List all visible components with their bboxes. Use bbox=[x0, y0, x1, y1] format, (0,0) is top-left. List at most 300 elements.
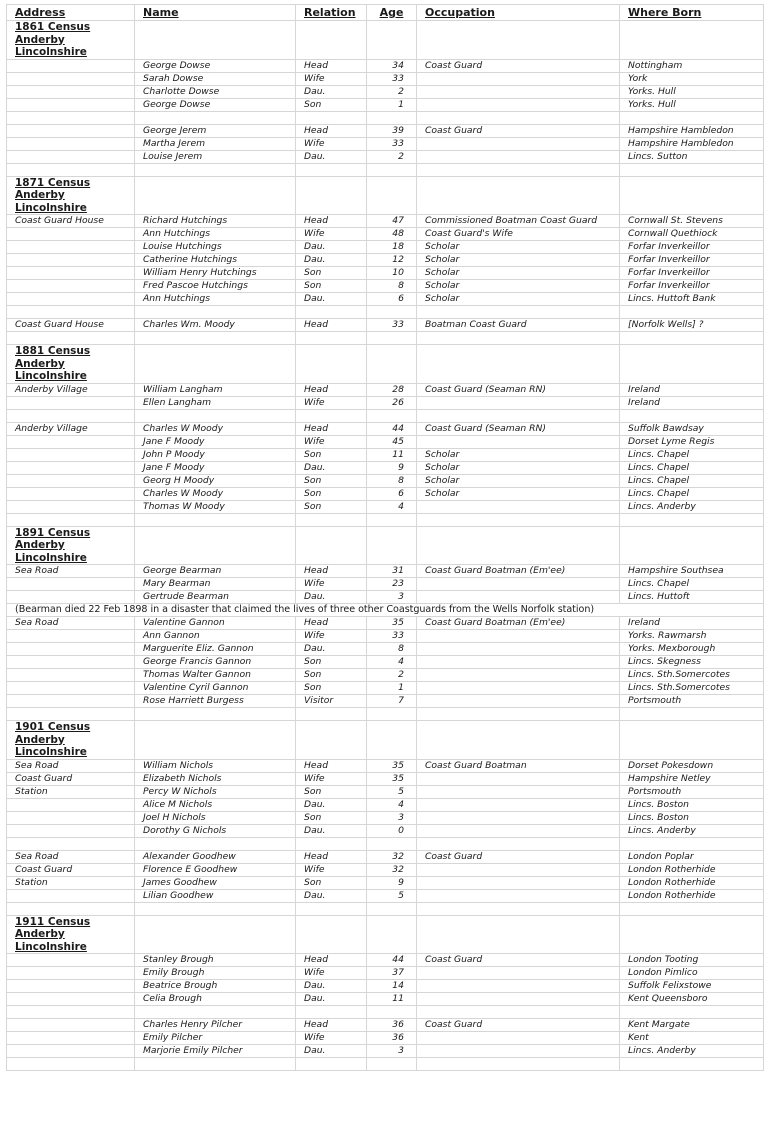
age-cell: 6 bbox=[367, 293, 417, 306]
age-cell: 35 bbox=[367, 759, 417, 772]
relation-cell: Head bbox=[296, 319, 367, 332]
name-cell: Ann Hutchings bbox=[135, 228, 296, 241]
empty-cell bbox=[296, 111, 367, 124]
address-cell bbox=[7, 98, 135, 111]
age-cell: 10 bbox=[367, 267, 417, 280]
name-cell: Charles Wm. Moody bbox=[135, 319, 296, 332]
occupation-cell bbox=[417, 824, 620, 837]
table-row bbox=[7, 1019, 764, 1032]
census-title bbox=[7, 176, 135, 215]
occupation-cell bbox=[417, 656, 620, 669]
occupation-cell bbox=[417, 396, 620, 409]
empty-cell bbox=[296, 306, 367, 319]
name-cell: Stanley Brough bbox=[135, 954, 296, 967]
occupation-cell: Scholar bbox=[417, 474, 620, 487]
relation-cell: Wife bbox=[296, 578, 367, 591]
occupation-cell bbox=[417, 980, 620, 993]
relation-cell: Dau. bbox=[296, 993, 367, 1006]
empty-cell bbox=[417, 1006, 620, 1019]
table-row bbox=[7, 772, 764, 785]
table-row bbox=[7, 889, 764, 902]
age-cell: 28 bbox=[367, 383, 417, 396]
relation-cell: Head bbox=[296, 215, 367, 228]
table-row bbox=[7, 150, 764, 163]
empty-cell bbox=[367, 176, 417, 215]
occupation-cell: Scholar bbox=[417, 448, 620, 461]
census-title-line: 1871 Census bbox=[15, 176, 91, 189]
occupation-cell: Scholar bbox=[417, 461, 620, 474]
name-cell: Emily Brough bbox=[135, 967, 296, 980]
empty-cell bbox=[620, 332, 764, 345]
address-cell bbox=[7, 1032, 135, 1045]
age-cell: 8 bbox=[367, 474, 417, 487]
address-cell: Coast Guard House bbox=[7, 215, 135, 228]
occupation-cell bbox=[417, 578, 620, 591]
occupation-cell: Coast Guard bbox=[417, 954, 620, 967]
relation-cell: Son bbox=[296, 785, 367, 798]
empty-cell bbox=[620, 513, 764, 526]
census-title-line: Lincolnshire bbox=[15, 940, 87, 953]
occupation-cell: Coast Guard (Seaman RN) bbox=[417, 422, 620, 435]
empty-cell bbox=[620, 708, 764, 721]
empty-cell bbox=[620, 915, 764, 954]
address-cell bbox=[7, 630, 135, 643]
age-cell: 3 bbox=[367, 1045, 417, 1058]
address-cell: Coast Guard bbox=[7, 772, 135, 785]
empty-cell bbox=[7, 409, 135, 422]
relation-cell: Wife bbox=[296, 396, 367, 409]
empty-cell bbox=[367, 332, 417, 345]
age-cell: 2 bbox=[367, 150, 417, 163]
empty-cell bbox=[417, 708, 620, 721]
occupation-cell bbox=[417, 72, 620, 85]
occupation-cell bbox=[417, 772, 620, 785]
address-cell: Coast Guard House bbox=[7, 319, 135, 332]
relation-cell: Dau. bbox=[296, 591, 367, 604]
empty-cell bbox=[135, 163, 296, 176]
relation-cell: Dau. bbox=[296, 798, 367, 811]
table-row bbox=[7, 643, 764, 656]
address-cell bbox=[7, 396, 135, 409]
empty-cell bbox=[620, 837, 764, 850]
empty-cell bbox=[367, 837, 417, 850]
age-cell: 9 bbox=[367, 461, 417, 474]
name-cell: Martha Jerem bbox=[135, 137, 296, 150]
age-cell: 39 bbox=[367, 124, 417, 137]
address-cell bbox=[7, 591, 135, 604]
name-cell: Alexander Goodhew bbox=[135, 850, 296, 863]
relation-cell: Dau. bbox=[296, 824, 367, 837]
table-row bbox=[7, 461, 764, 474]
empty-cell bbox=[620, 1058, 764, 1071]
where-born-cell: Lincs. Boston bbox=[620, 811, 764, 824]
where-born-cell: Lincs. Skegness bbox=[620, 656, 764, 669]
empty-cell bbox=[296, 345, 367, 384]
address-cell bbox=[7, 980, 135, 993]
address-cell bbox=[7, 293, 135, 306]
name-cell: Celia Brough bbox=[135, 993, 296, 1006]
relation-cell: Visitor bbox=[296, 695, 367, 708]
blank-row bbox=[7, 306, 764, 319]
address-cell bbox=[7, 578, 135, 591]
relation-cell: Dau. bbox=[296, 293, 367, 306]
occupation-cell: Coast Guard (Seaman RN) bbox=[417, 383, 620, 396]
relation-cell: Dau. bbox=[296, 980, 367, 993]
header-where-born: Where Born bbox=[620, 5, 764, 21]
name-cell: Valentine Gannon bbox=[135, 617, 296, 630]
occupation-cell: Commissioned Boatman Coast Guard bbox=[417, 215, 620, 228]
relation-cell: Son bbox=[296, 876, 367, 889]
age-cell: 32 bbox=[367, 850, 417, 863]
address-cell bbox=[7, 461, 135, 474]
blank-row bbox=[7, 163, 764, 176]
table-row bbox=[7, 59, 764, 72]
relation-cell: Wife bbox=[296, 772, 367, 785]
relation-cell: Dau. bbox=[296, 150, 367, 163]
empty-cell bbox=[417, 345, 620, 384]
where-born-cell: Ireland bbox=[620, 383, 764, 396]
empty-cell bbox=[135, 306, 296, 319]
occupation-cell bbox=[417, 500, 620, 513]
occupation-cell bbox=[417, 682, 620, 695]
where-born-cell: Forfar Inverkeillor bbox=[620, 280, 764, 293]
age-cell: 5 bbox=[367, 889, 417, 902]
census-header-row bbox=[7, 176, 764, 215]
census-title-line: 1861 Census bbox=[15, 21, 91, 33]
where-born-cell: Hampshire Hambledon bbox=[620, 124, 764, 137]
empty-cell bbox=[367, 915, 417, 954]
empty-cell bbox=[135, 21, 296, 60]
where-born-cell: Forfar Inverkeillor bbox=[620, 254, 764, 267]
where-born-cell: Lincs. Anderby bbox=[620, 500, 764, 513]
age-cell: 33 bbox=[367, 630, 417, 643]
where-born-cell: Suffolk Bawdsay bbox=[620, 422, 764, 435]
empty-cell bbox=[620, 526, 764, 565]
relation-cell: Son bbox=[296, 474, 367, 487]
blank-row bbox=[7, 902, 764, 915]
empty-cell bbox=[367, 708, 417, 721]
name-cell: Percy W Nichols bbox=[135, 785, 296, 798]
empty-cell bbox=[367, 721, 417, 760]
relation-cell: Head bbox=[296, 422, 367, 435]
age-cell: 0 bbox=[367, 824, 417, 837]
empty-cell bbox=[7, 902, 135, 915]
census-title bbox=[7, 721, 135, 760]
where-born-cell: Kent Margate bbox=[620, 1019, 764, 1032]
empty-cell bbox=[417, 721, 620, 760]
empty-cell bbox=[135, 1006, 296, 1019]
table-row bbox=[7, 396, 764, 409]
empty-cell bbox=[296, 409, 367, 422]
table-row bbox=[7, 682, 764, 695]
empty-cell bbox=[367, 111, 417, 124]
where-born-cell: Dorset Pokesdown bbox=[620, 759, 764, 772]
header-address: Address bbox=[7, 5, 135, 21]
empty-cell bbox=[417, 111, 620, 124]
age-cell: 2 bbox=[367, 85, 417, 98]
table-row bbox=[7, 293, 764, 306]
age-cell: 33 bbox=[367, 137, 417, 150]
age-cell: 48 bbox=[367, 228, 417, 241]
empty-cell bbox=[296, 513, 367, 526]
empty-cell bbox=[417, 837, 620, 850]
note-row bbox=[7, 604, 764, 617]
address-cell bbox=[7, 124, 135, 137]
name-cell: Charles W Moody bbox=[135, 422, 296, 435]
address-cell bbox=[7, 798, 135, 811]
table-row bbox=[7, 785, 764, 798]
age-cell: 11 bbox=[367, 448, 417, 461]
age-cell: 4 bbox=[367, 798, 417, 811]
table-row bbox=[7, 267, 764, 280]
census-title-line: Anderby bbox=[15, 539, 65, 551]
address-cell bbox=[7, 448, 135, 461]
address-cell bbox=[7, 993, 135, 1006]
empty-cell bbox=[296, 526, 367, 565]
address-cell: Coast Guard bbox=[7, 863, 135, 876]
table-row bbox=[7, 980, 764, 993]
address-cell bbox=[7, 824, 135, 837]
relation-cell: Wife bbox=[296, 228, 367, 241]
empty-cell bbox=[296, 708, 367, 721]
where-born-cell: Kent Queensboro bbox=[620, 993, 764, 1006]
empty-cell bbox=[135, 1058, 296, 1071]
age-cell: 6 bbox=[367, 487, 417, 500]
where-born-cell: Lincs. Chapel bbox=[620, 448, 764, 461]
name-cell: Dorothy G Nichols bbox=[135, 824, 296, 837]
address-cell bbox=[7, 72, 135, 85]
table-row bbox=[7, 319, 764, 332]
name-cell: Alice M Nichols bbox=[135, 798, 296, 811]
blank-row bbox=[7, 837, 764, 850]
name-cell: Marjorie Emily Pilcher bbox=[135, 1045, 296, 1058]
blank-row bbox=[7, 1058, 764, 1071]
relation-cell: Dau. bbox=[296, 241, 367, 254]
empty-cell bbox=[367, 163, 417, 176]
empty-cell bbox=[620, 1006, 764, 1019]
empty-cell bbox=[296, 163, 367, 176]
table-row bbox=[7, 383, 764, 396]
age-cell: 3 bbox=[367, 591, 417, 604]
where-born-cell: [Norfolk Wells] ? bbox=[620, 319, 764, 332]
occupation-cell bbox=[417, 643, 620, 656]
name-cell: Charlotte Dowse bbox=[135, 85, 296, 98]
age-cell: 47 bbox=[367, 215, 417, 228]
relation-cell: Wife bbox=[296, 1032, 367, 1045]
address-cell bbox=[7, 254, 135, 267]
table-row bbox=[7, 500, 764, 513]
empty-cell bbox=[7, 1058, 135, 1071]
occupation-cell bbox=[417, 435, 620, 448]
empty-cell bbox=[7, 163, 135, 176]
occupation-cell: Scholar bbox=[417, 254, 620, 267]
address-cell bbox=[7, 228, 135, 241]
where-born-cell: Hampshire Hambledon bbox=[620, 137, 764, 150]
where-born-cell: Suffolk Felixstowe bbox=[620, 980, 764, 993]
occupation-cell bbox=[417, 785, 620, 798]
relation-cell: Head bbox=[296, 565, 367, 578]
empty-cell bbox=[135, 111, 296, 124]
census-header-row bbox=[7, 721, 764, 760]
name-cell: Thomas Walter Gannon bbox=[135, 669, 296, 682]
empty-cell bbox=[620, 409, 764, 422]
age-cell: 1 bbox=[367, 682, 417, 695]
blank-row bbox=[7, 332, 764, 345]
where-born-cell: Ireland bbox=[620, 396, 764, 409]
occupation-cell: Coast Guard Boatman (Em'ee) bbox=[417, 565, 620, 578]
table-row bbox=[7, 280, 764, 293]
occupation-cell: Coast Guard bbox=[417, 850, 620, 863]
name-cell: George Bearman bbox=[135, 565, 296, 578]
empty-cell bbox=[7, 111, 135, 124]
age-cell: 2 bbox=[367, 669, 417, 682]
empty-cell bbox=[135, 837, 296, 850]
table-row bbox=[7, 474, 764, 487]
relation-cell: Son bbox=[296, 682, 367, 695]
relation-cell: Dau. bbox=[296, 889, 367, 902]
where-born-cell: Lincs. Chapel bbox=[620, 461, 764, 474]
occupation-cell: Coast Guard bbox=[417, 59, 620, 72]
relation-cell: Head bbox=[296, 124, 367, 137]
empty-cell bbox=[417, 526, 620, 565]
where-born-cell: Lincs. Sth.Somercotes bbox=[620, 669, 764, 682]
empty-cell bbox=[135, 332, 296, 345]
where-born-cell: Nottingham bbox=[620, 59, 764, 72]
relation-cell: Dau. bbox=[296, 85, 367, 98]
occupation-cell bbox=[417, 591, 620, 604]
age-cell: 34 bbox=[367, 59, 417, 72]
address-cell: Station bbox=[7, 785, 135, 798]
table-row bbox=[7, 954, 764, 967]
empty-cell bbox=[367, 306, 417, 319]
address-cell bbox=[7, 967, 135, 980]
table-row bbox=[7, 695, 764, 708]
where-born-cell: London Poplar bbox=[620, 850, 764, 863]
blank-row bbox=[7, 409, 764, 422]
address-cell bbox=[7, 954, 135, 967]
name-cell: Florence E Goodhew bbox=[135, 863, 296, 876]
empty-cell bbox=[367, 21, 417, 60]
age-cell: 9 bbox=[367, 876, 417, 889]
age-cell: 4 bbox=[367, 500, 417, 513]
age-cell: 45 bbox=[367, 435, 417, 448]
empty-cell bbox=[417, 513, 620, 526]
address-cell bbox=[7, 137, 135, 150]
empty-cell bbox=[135, 915, 296, 954]
age-cell: 4 bbox=[367, 656, 417, 669]
name-cell: Georg H Moody bbox=[135, 474, 296, 487]
empty-cell bbox=[417, 1058, 620, 1071]
address-cell bbox=[7, 241, 135, 254]
empty-cell bbox=[417, 306, 620, 319]
census-title bbox=[7, 915, 135, 954]
census-title-line: 1911 Census bbox=[15, 915, 91, 928]
census-title bbox=[7, 526, 135, 565]
census-title-line: Lincolnshire bbox=[15, 370, 87, 382]
empty-cell bbox=[296, 721, 367, 760]
header-age: Age bbox=[367, 5, 417, 21]
occupation-cell: Boatman Coast Guard bbox=[417, 319, 620, 332]
address-cell: Station bbox=[7, 876, 135, 889]
occupation-cell: Scholar bbox=[417, 293, 620, 306]
address-cell bbox=[7, 811, 135, 824]
census-title-line: Anderby bbox=[15, 357, 65, 370]
table-row bbox=[7, 578, 764, 591]
relation-cell: Son bbox=[296, 811, 367, 824]
name-cell: Marguerite Eliz. Gannon bbox=[135, 643, 296, 656]
table-row bbox=[7, 215, 764, 228]
blank-row bbox=[7, 111, 764, 124]
name-cell: William Langham bbox=[135, 383, 296, 396]
where-born-cell: Kent bbox=[620, 1032, 764, 1045]
age-cell: 33 bbox=[367, 319, 417, 332]
empty-cell bbox=[367, 526, 417, 565]
name-cell: Jane F Moody bbox=[135, 435, 296, 448]
where-born-cell: Portsmouth bbox=[620, 785, 764, 798]
age-cell: 12 bbox=[367, 254, 417, 267]
age-cell: 26 bbox=[367, 396, 417, 409]
where-born-cell: Lincs. Chapel bbox=[620, 578, 764, 591]
age-cell: 3 bbox=[367, 811, 417, 824]
empty-cell bbox=[417, 902, 620, 915]
where-born-cell: Yorks. Hull bbox=[620, 98, 764, 111]
occupation-cell bbox=[417, 1032, 620, 1045]
address-cell bbox=[7, 150, 135, 163]
where-born-cell: London Pimlico bbox=[620, 967, 764, 980]
relation-cell: Dau. bbox=[296, 1045, 367, 1058]
where-born-cell: Lincs. Huttoft Bank bbox=[620, 293, 764, 306]
where-born-cell: Cornwall St. Stevens bbox=[620, 215, 764, 228]
name-cell: George Francis Gannon bbox=[135, 656, 296, 669]
age-cell: 35 bbox=[367, 772, 417, 785]
age-cell: 11 bbox=[367, 993, 417, 1006]
empty-cell bbox=[620, 721, 764, 760]
relation-cell: Head bbox=[296, 59, 367, 72]
where-born-cell: Forfar Inverkeillor bbox=[620, 241, 764, 254]
where-born-cell: Lincs. Sutton bbox=[620, 150, 764, 163]
name-cell: Ellen Langham bbox=[135, 396, 296, 409]
header-row bbox=[7, 5, 764, 21]
name-cell: Emily Pilcher bbox=[135, 1032, 296, 1045]
census-title-line: Lincolnshire bbox=[15, 201, 87, 214]
empty-cell bbox=[620, 163, 764, 176]
name-cell: James Goodhew bbox=[135, 876, 296, 889]
name-cell: Ann Hutchings bbox=[135, 293, 296, 306]
occupation-cell bbox=[417, 1045, 620, 1058]
occupation-cell bbox=[417, 85, 620, 98]
empty-cell bbox=[417, 409, 620, 422]
address-cell bbox=[7, 280, 135, 293]
relation-cell: Head bbox=[296, 617, 367, 630]
where-born-cell: Yorks. Hull bbox=[620, 85, 764, 98]
address-cell bbox=[7, 1019, 135, 1032]
address-cell: Sea Road bbox=[7, 617, 135, 630]
age-cell: 36 bbox=[367, 1019, 417, 1032]
age-cell: 37 bbox=[367, 967, 417, 980]
address-cell bbox=[7, 474, 135, 487]
address-cell bbox=[7, 267, 135, 280]
name-cell: William Nichols bbox=[135, 759, 296, 772]
table-row bbox=[7, 850, 764, 863]
name-cell: George Dowse bbox=[135, 59, 296, 72]
where-born-cell: Lincs. Boston bbox=[620, 798, 764, 811]
name-cell: Sarah Dowse bbox=[135, 72, 296, 85]
census-body bbox=[7, 21, 764, 1071]
relation-cell: Wife bbox=[296, 137, 367, 150]
table-row bbox=[7, 811, 764, 824]
empty-cell bbox=[135, 526, 296, 565]
census-title-line: 1891 Census bbox=[15, 526, 91, 539]
